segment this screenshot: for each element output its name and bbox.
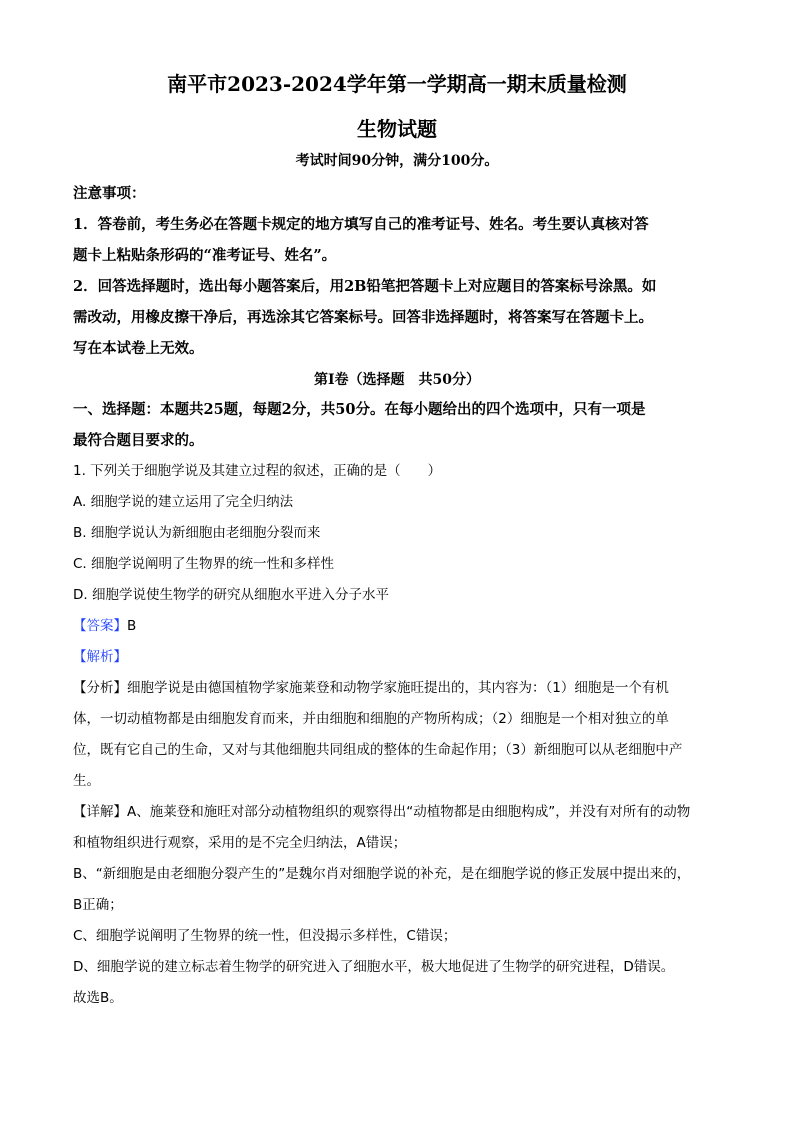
notice-item-2-line-1: 2．回答选择题时，选出每小题答案后，用2B铅笔把答题卡上对应题目的答案标号涂黑。如 (73, 278, 657, 295)
answer-value: B (127, 618, 137, 634)
section-instruction (73, 394, 723, 456)
xiangjie-line-2: 和植物组织进行观察，采用的是不完全归纳法，A错误； (73, 835, 407, 851)
section-instruction-line-2: 最符合题目要求的。 (73, 432, 204, 449)
question-stem: 1. 下列关于细胞学说及其建立过程的叙述，正确的是（ ） (73, 463, 442, 479)
xiangjie-line-6: D、细胞学说的建立标志着生物学的研究进入了细胞水平，极大地促进了生物学的研究进程，D错误。 (73, 959, 675, 975)
fenxi-line-1 (73, 673, 723, 704)
exam-info: 考试时间90分钟，满分100分。 (295, 153, 499, 169)
exam-title: 南平市2023-2024学年第一学期高一期末质量检测 (167, 72, 627, 96)
option-a: A. 细胞学说的建立运用了完全归纳法 (73, 494, 294, 510)
answer-line (73, 611, 723, 642)
notice-item-1-line-1: 1．答卷前，考生务必在答题卡规定的地方填写自己的准考证号、姓名。考生要认真核对答 (73, 216, 649, 233)
section-title: 第Ⅰ卷（选择题 共50分） (313, 372, 481, 388)
conclusion: 故选B。 (73, 990, 123, 1006)
section-instruction-line-1: 一、选择题：本题共25题，每题2分，共50分。在每小题给出的四个选项中，只有一项是 (73, 401, 646, 418)
option-c: C. 细胞学说阐明了生物界的统一性和多样性 (73, 556, 335, 572)
analysis-tag: 【解析】 (73, 649, 127, 665)
xiangjie-text-1: A、施莱登和施旺对部分动植物组织的观察得出“动植物都是由细胞构成”，并没有对所有的动物 (127, 804, 691, 820)
option-b: B. 细胞学说认为新细胞由老细胞分裂而来 (73, 525, 321, 541)
question-1 (73, 456, 723, 1014)
option-d: D. 细胞学说使生物学的研究从细胞水平进入分子水平 (73, 587, 389, 603)
notice-item-1-line-2: 题卡上粘贴条形码的“准考证号、姓名”。 (73, 247, 337, 264)
notice-section (73, 178, 723, 364)
notice-heading: 注意事项： (73, 185, 146, 202)
fenxi-line-2: 体，一切动植物都是由细胞发育而来，并由细胞和细胞的产物所构成；（2）细胞是一个相对独立的单 (73, 711, 669, 727)
xiangjie-tag: 【详解】 (73, 804, 127, 820)
fenxi-line-3: 位，既有它自己的生命，又对与其他细胞共同组成的整体的生命起作用；（3）新细胞可以从老细胞中产 (73, 742, 683, 758)
xiangjie-line-3: B、“新细胞是由老细胞分裂产生的”是魏尔肖对细胞学说的补充，是在细胞学说的修正发展中提出来的， (73, 866, 691, 882)
analysis-line (73, 642, 723, 673)
answer-tag: 【答案】 (73, 618, 127, 634)
xiangjie-line-1 (73, 797, 723, 828)
notice-item-2-line-3: 写在本试卷上无效。 (73, 340, 204, 357)
fenxi-line-4: 生。 (73, 773, 100, 789)
fenxi-tag: 【分析】 (73, 680, 127, 696)
xiangjie-line-4: B正确； (73, 897, 123, 913)
fenxi-text-1: 细胞学说是由德国植物学家施莱登和动物学家施旺提出的，其内容为：（1）细胞是一个有机 (127, 680, 669, 696)
notice-item-2-line-2: 需改动，用橡皮擦干净后，再选涂其它答案标号。回答非选择题时，将答案写在答题卡上。 (73, 309, 653, 326)
subject-title: 生物试题 (357, 117, 437, 141)
xiangjie-line-5: C、细胞学说阐明了生物界的统一性，但没揭示多样性，C错误； (73, 928, 457, 944)
